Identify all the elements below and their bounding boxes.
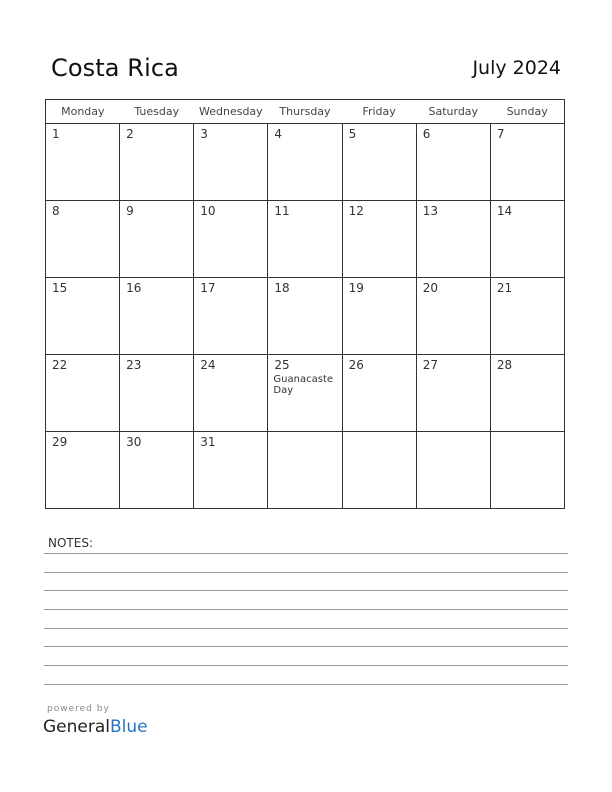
day-cell [194,124,268,201]
day-cell-empty [268,432,342,509]
day-cell [416,124,490,201]
day-cell [490,124,564,201]
weekday-header-row [46,100,565,124]
day-cell [46,355,120,432]
week-row [46,355,565,432]
day-cell [120,278,194,355]
note-line [44,684,568,685]
powered-by-text: powered by [47,704,110,714]
day-cell-empty [342,432,416,509]
day-cell [342,124,416,201]
note-line [44,646,568,647]
day-cell-empty [490,432,564,509]
day-number: 22 [52,358,68,372]
notes-label: NOTES: [48,536,93,550]
day-cell [490,201,564,278]
day-number: 12 [348,204,364,218]
month-title: July 2024 [472,57,561,79]
weekday-saturday: Saturday [416,100,490,124]
generalblue-logo [43,717,148,737]
day-number [417,432,490,435]
day-cell [268,201,342,278]
week-row [46,278,565,355]
day-cell [416,355,490,432]
note-line [44,609,568,610]
day-cell [342,355,416,432]
day-number: 1 [52,127,60,141]
calendar-grid [45,99,565,509]
day-cell [46,432,120,509]
day-number: 2 [126,127,134,141]
day-number: 20 [422,281,438,295]
day-cell [490,278,564,355]
week-row [46,201,565,278]
day-number [268,432,341,435]
day-number: 28 [496,358,513,372]
day-cell [46,278,120,355]
weekday-sunday: Sunday [490,100,564,124]
day-number: 9 [126,204,134,218]
day-cell [268,278,342,355]
day-number [491,432,564,435]
logo-text-blue: Blue [110,717,148,737]
day-cell [194,432,268,509]
day-number: 26 [348,358,364,372]
day-number: 3 [200,127,208,141]
day-number: 11 [274,204,290,218]
day-cell [416,278,490,355]
day-number: 10 [200,204,216,218]
day-number: 5 [348,127,357,141]
day-cell [120,124,194,201]
day-number: 8 [52,204,60,218]
day-number: 4 [274,127,283,141]
day-number: 13 [422,204,438,218]
note-line [44,553,568,554]
note-line [44,665,568,666]
day-number: 6 [422,127,431,141]
day-number: 24 [200,358,216,372]
weekday-friday: Friday [342,100,416,124]
day-cell [46,124,120,201]
day-number: 23 [126,358,142,372]
note-line [44,590,568,591]
day-number: 21 [496,281,513,295]
day-cell-empty [416,432,490,509]
day-cell [194,355,268,432]
day-cell [416,201,490,278]
day-number: 19 [348,281,364,295]
holiday-label: Guanacaste Day [273,374,334,396]
day-cell [194,201,268,278]
weekday-tuesday: Tuesday [120,100,194,124]
week-row [46,432,565,509]
day-number: 17 [200,281,216,295]
logo-text-general: General [43,717,110,737]
day-number: 15 [52,281,68,295]
day-number: 7 [496,127,505,141]
note-line [44,572,568,573]
day-number: 31 [200,435,216,449]
day-number: 16 [126,281,142,295]
day-cell [342,278,416,355]
weekday-wednesday: Wednesday [194,100,268,124]
day-cell [120,201,194,278]
day-cell [120,432,194,509]
day-cell [342,201,416,278]
weekday-thursday: Thursday [268,100,342,124]
day-cell [490,355,564,432]
weekday-monday: Monday [46,100,120,124]
day-number: 29 [52,435,68,449]
week-row [46,124,565,201]
day-number: 14 [496,204,513,218]
day-number: 18 [274,281,290,295]
day-number: 25 [274,358,290,372]
day-cell [46,201,120,278]
day-cell-holiday [268,355,342,432]
day-cell [120,355,194,432]
day-number [343,432,416,435]
day-cell [194,278,268,355]
country-title: Costa Rica [51,54,179,82]
day-number: 30 [126,435,142,449]
note-line [44,628,568,629]
day-number: 27 [422,358,438,372]
day-cell [268,124,342,201]
